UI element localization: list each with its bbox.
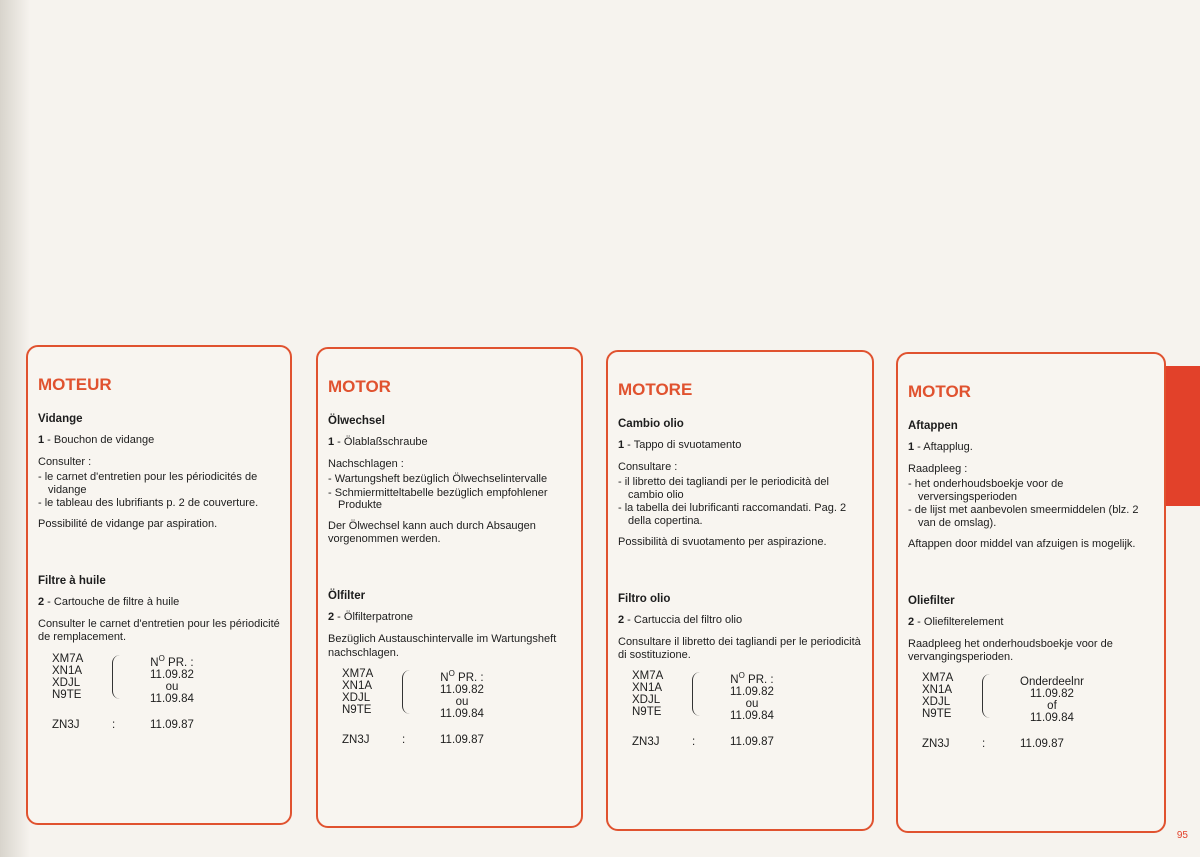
drain-note: Possibilità di svuotamento per aspirazione. [618,535,827,548]
consult-lead: Raadpleeg : [908,463,968,475]
engine-code: ZN3J [922,738,950,751]
date-value: 11.09.87 [150,718,194,731]
drain-note: Der Ölwechsel kann auch durch Absaugen vorgenommen werden. [328,520,536,546]
item-drain-plug: 1 - Tappo di svuotamento [618,439,742,451]
date-value: 11.09.82 [1030,688,1074,701]
consult-lead: Consultare : [618,461,678,473]
engine-code: XN1A [922,684,953,697]
list-item: - Schmiermitteltabelle bezüglich empfohlener Produkte [328,487,571,512]
page-number: 95 [1176,830,1188,841]
or-word: of [1047,700,1057,713]
engine-code: XM7A [342,667,374,680]
section-title-filter: Oliefilter [908,594,955,607]
card-title: MOTORE [618,380,693,399]
or-word: ou [455,695,469,708]
engine-code: XM7A [922,672,954,685]
engine-code-table [618,670,862,754]
card-title: MOTEUR [38,375,112,394]
engine-code: XDJL [922,696,951,709]
item-filter-cartridge: 2 - Oliefilterelement [908,615,1004,628]
list-item: - la tabella dei lubrificanti raccomandati. Pag. 2 della copertina. [618,502,862,527]
filter-note: Consultare il libretto dei tagliandi per le periodicità di sostituzione. [618,635,861,662]
date-value: 11.09.84 [730,710,774,723]
engine-code: ZN3J [52,718,80,731]
list-item: - de lijst met aanbevolen smeermiddelen (blz. 2 van de omslag). [908,504,1154,529]
item-filter-cartridge: 2 - Cartouche de filtre à huile [38,596,180,609]
or-word: ou [745,698,759,711]
part-number-label: Onderdeelnr [1020,676,1084,689]
colon-separator: : [982,738,986,751]
engine-code: N9TE [342,703,372,716]
item-filter-cartridge: 2 - Cartuccia del filtro olio [618,613,743,626]
part-number-label: $N^O$ PR. : [150,653,194,669]
engine-code: XDJL [632,694,661,707]
item-filter-cartridge: 2 - Ölfilterpatrone [328,611,413,624]
card-german [316,347,583,828]
date-value: 11.09.82 [730,686,774,699]
item-drain-plug: 1 - Aftapplug. [908,441,973,453]
section-title-drain: Cambio olio [618,418,684,430]
section-title-filter: Filtro olio [618,592,671,605]
list-item: - le tableau des lubrifiants p. 2 de couverture. [38,497,280,510]
engine-code: XN1A [52,664,83,677]
brace-icon [402,670,411,714]
date-value: 11.09.84 [150,692,194,705]
engine-code: XDJL [52,676,81,689]
engine-code: XM7A [52,652,84,665]
engine-code: N9TE [632,706,662,719]
drain-note: Possibilité de vidange par aspiration. [38,518,218,531]
colon-separator: : [692,736,696,749]
item-drain-plug: 1 - Bouchon de vidange [38,434,155,446]
list-item: - Wartungsheft bezüglich Ölwechselintervalle [328,473,571,486]
colon-separator: : [112,718,116,731]
card-dutch [896,352,1166,833]
date-value: 11.09.87 [440,733,484,746]
date-value: 11.09.84 [1030,712,1074,725]
part-number-label: $N^O$ PR. : [440,668,484,684]
section-tab-marker [1166,366,1200,506]
engine-code: XM7A [632,670,664,683]
filter-note: Raadpleeg het onderhoudsboekje voor de vervangingsperioden. [908,637,1113,664]
section-title-filter: Ölfilter [328,590,366,603]
consult-list [908,478,1154,530]
consult-lead: Nachschlagen : [328,458,404,470]
drain-note: Aftappen door middel van afzuigen is mogelijk. [908,537,1136,550]
filter-note: Consulter le carnet d'entretien pour les périodicité de remplacement. [38,618,280,644]
or-word: ou [165,680,179,693]
date-value: 11.09.84 [440,707,484,720]
section-title-drain: Aftappen [908,420,958,432]
consult-lead: Consulter : [38,456,92,468]
engine-code: XDJL [342,691,371,704]
section-title-drain: Vidange [38,413,83,425]
card-italian [606,350,874,831]
engine-code: XN1A [632,682,663,695]
engine-code: N9TE [52,688,82,701]
list-item: - het onderhoudsboekje voor de verversingsperioden [908,478,1154,503]
date-value: 11.09.82 [440,683,484,696]
engine-code-table [908,672,1154,756]
section-title-filter: Filtre à huile [38,575,106,588]
part-number-label: $N^O$ PR. : [730,671,774,687]
list-item: - il libretto dei tagliandi per le periodicità del cambio olio [618,476,862,501]
date-value: 11.09.82 [150,668,194,681]
colon-separator: : [402,733,406,746]
item-drain-plug: 1 - Ölablaßschraube [328,436,428,448]
consult-list [328,473,571,512]
engine-code: ZN3J [632,736,660,749]
card-french [26,345,292,825]
filter-note: Bezüglich Austauschintervalle im Wartungsheft nachschlagen. [328,633,557,659]
consult-list [618,476,862,528]
card-title: MOTOR [328,377,391,396]
brace-icon [982,674,991,718]
engine-code-table [38,653,280,737]
engine-code-table [328,668,571,752]
section-title-drain: Ölwechsel [328,415,385,427]
brace-icon [112,655,121,699]
consult-list [38,471,280,510]
list-item: - le carnet d'entretien pour les périodicités de vidange [38,471,280,496]
engine-code: ZN3J [342,733,370,746]
brace-icon [692,672,701,716]
card-title: MOTOR [908,382,971,401]
date-value: 11.09.87 [730,736,774,749]
engine-code: N9TE [922,708,952,721]
date-value: 11.09.87 [1020,738,1064,751]
engine-code: XN1A [342,679,373,692]
